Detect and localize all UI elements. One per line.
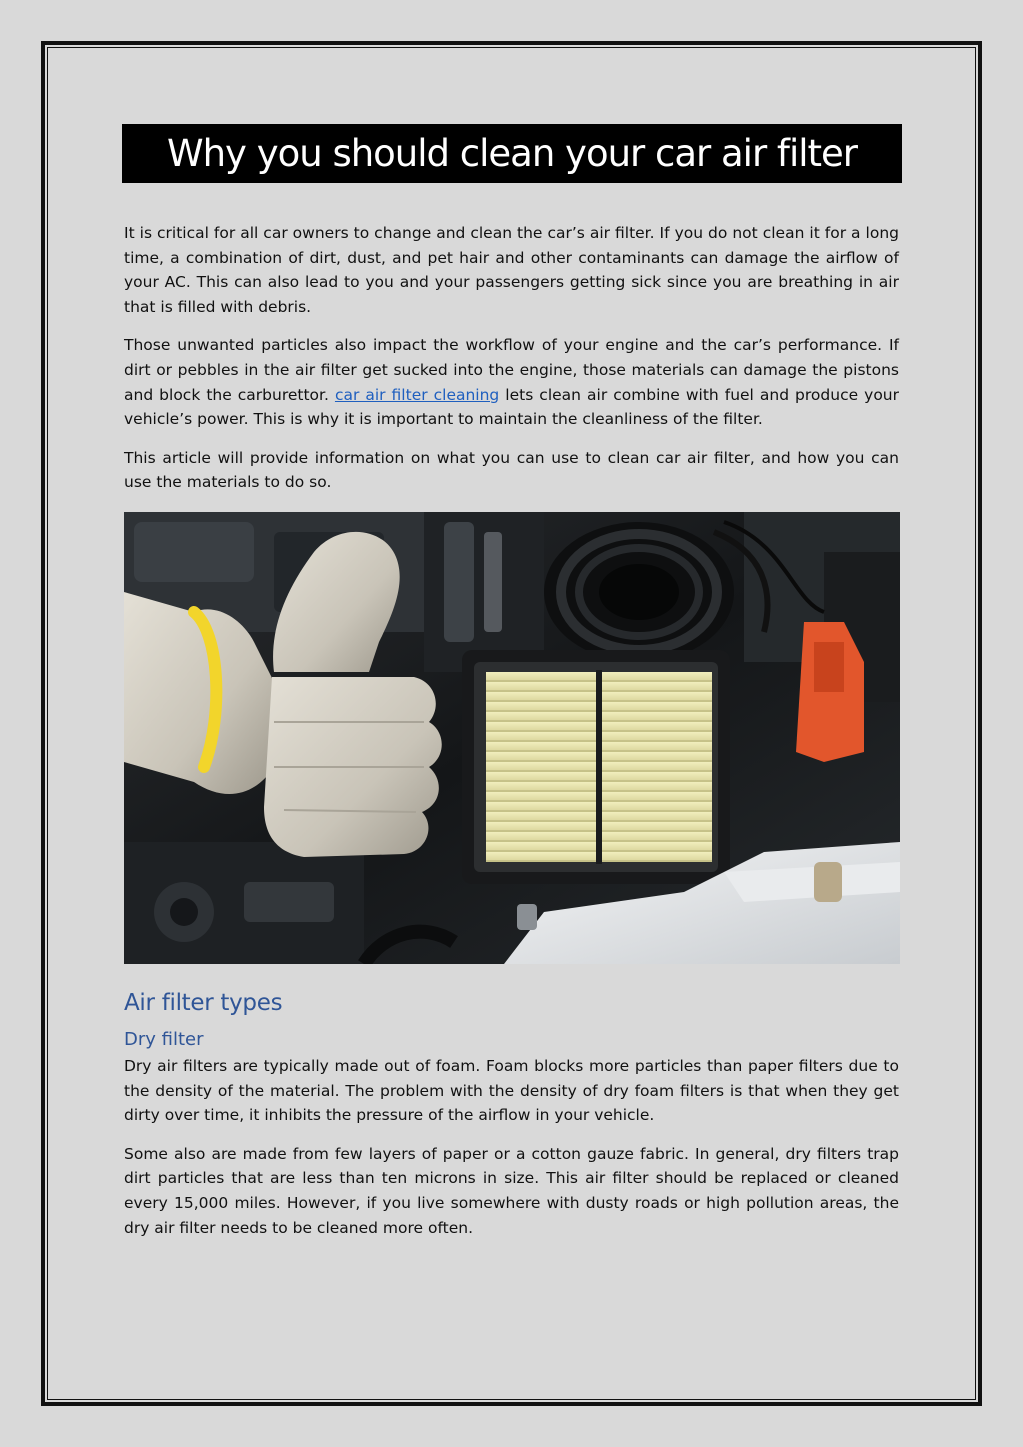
- car-air-filter-cleaning-link[interactable]: car air filter cleaning: [334, 385, 500, 404]
- dry-filter-paragraph: Dry air filters are typically made out of foam. Foam blocks more particles than paper filters due to the density of the material. The problem with the density of dry foam filters is that when they get dirty over time, it inhibits the pressure of the airflow in your vehicle.: [124, 1057, 899, 1125]
- dry-filter-section: [124, 1054, 899, 1254]
- document-title: Why you should clean your car air filter: [167, 132, 857, 175]
- engine-impact-paragraph: [124, 333, 899, 431]
- subheading-dry-filter: Dry filter: [124, 1029, 204, 1050]
- intro-section: [124, 221, 899, 509]
- air-filter-photo-illustration: [124, 512, 900, 964]
- paragraph-text-after-link: lets clean air combine with fuel and produce your vehicle’s power. This is why it is important to maintain the cleanliness of the filter.: [124, 385, 899, 429]
- article-overview-paragraph: This article will provide information on what you can use to clean car air filter, and how you can use the materials to do so.: [124, 448, 899, 492]
- dry-filter-materials-paragraph: Some also are made from few layers of paper or a cotton gauze fabric. In general, dry filters trap dirt particles that are less than ten microns in size. This air filter should be replaced or cleaned every 15,000 miles. However, if you live somewhere with dusty roads or high pollution areas, the dry air filter needs to be cleaned more often.: [124, 1144, 899, 1237]
- intro-paragraph: It is critical for all car owners to change and clean the car’s air filter. If you do not clean it for a long time, a combination of dirt, dust, and pet hair and other contaminants can damage the airflow of your AC. This can also lead to you and your passengers getting sick since you are breathing in air that is filled with debris.: [124, 224, 899, 316]
- document-title-banner: [122, 124, 902, 183]
- air-filter-photo: [124, 512, 900, 964]
- section-heading-air-filter-types: Air filter types: [124, 990, 283, 1016]
- paragraph-text-before-link: Those unwanted particles also impact the workflow of your engine and the car’s performance. If dirt or pebbles in the air filter get sucked into the engine, those materials can damage the pistons and block the carburettor.: [124, 336, 899, 404]
